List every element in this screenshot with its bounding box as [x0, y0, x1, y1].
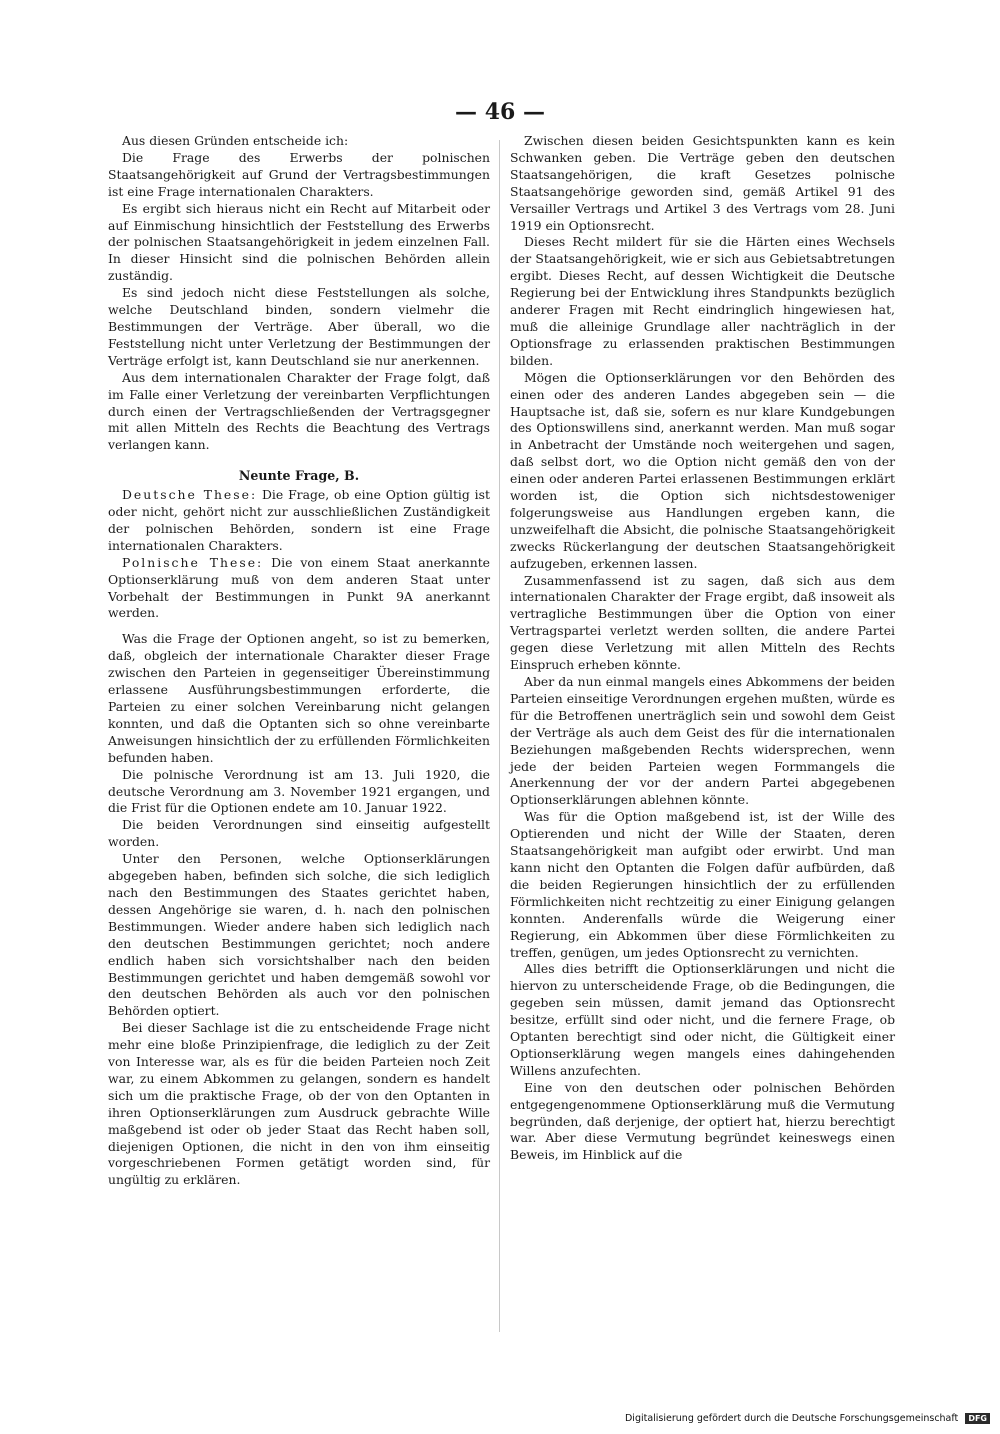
- paragraph: Was die Frage der Optionen angeht, so ist zu bemerken, daß, obgleich der internationale Charakter dieser Frage zwischen den Parteien in gegenseitiger Übereinstimmung erlassene Ausführungsbestimmungen erforderte, die Parteien zu einer solchen Vereinbarung nicht gelangen konnten, und daß die Optanten sich so ohne vereinbarte Anweisungen hinsichtlich der zu erfüllenden Förmlichkeiten befunden haben.: [108, 631, 490, 765]
- paragraph: Eine von den deutschen oder polnischen Behörden entgegengenommene Optionserklärung muß die Vermutung begründen, daß derjenige, der optiert hat, hierzu berechtigt war. Aber diese Vermutung begründet keineswegs einen Beweis, im Hinblick auf die: [510, 1079, 895, 1163]
- paragraph: Zwischen diesen beiden Gesichtspunkten kann es kein Schwanken geben. Die Verträge geben den deutschen Staatsangehörigen, die kraft Gesetzes polnische Staatsangehörige geworden sind, gemäß Artikel 91 des Versailler Vertrags und Artikel 3 des Vertrags vom 28. Juni 1919 ein Optionsrecht.: [510, 133, 895, 233]
- page-number: — 46 —: [455, 99, 545, 125]
- paragraph: Alles dies betrifft die Optionserklärungen und nicht die hiervon zu unterscheidende Frage, ob die Bedingungen, die gegeben sein müssen, damit jemand das Optionsrecht besitze, erfüllt sind oder nicht, und die fernere Frage, ob Optanten berechtigt sind oder nicht, die Gültigkeit einer Optionserklärung wegen mangels eines dahingehenden Willens anzufechten.: [510, 961, 895, 1078]
- paragraph: Aus dem internationalen Charakter der Frage folgt, daß im Falle einer Verletzung der vereinbarten Verpflichtungen durch einen der Vertragschließenden der Vertragsgegner mit allen Mitteln des Rechts die Beachtung des Vertrags verlangen kann.: [108, 369, 490, 453]
- paragraph: Was für die Option maßgebend ist, ist der Wille des Optierenden und nicht der Wille der Staaten, deren Staatsangehörigkeit man aufgibt oder erwirbt. Und man kann nicht den Optanten die Folgen dafür aufbürden, daß die beiden Regierungen hinsichtlich der zu erfüllenden Förmlichkeiten nicht rechtzeitig zu einer Einigung gelangen konnten. Anderenfalls würde die Weigerung einer Regierung, ein Abkommen über diese Förmlichkeiten zu treffen, genügen, um jedes Optionsrecht zu vernichten.: [510, 809, 895, 960]
- paragraph: Aus diesen Gründen entscheide ich:: [122, 133, 349, 148]
- paragraph: Unter den Personen, welche Optionserklärungen abgegeben haben, befinden sich solche, die sich lediglich nach den Bestimmungen des Staates gerichtet haben, dessen Angehörige sie waren, d. h. nach den polnischen Bestimmungen. Wieder andere haben sich lediglich nach den deutschen Bestimmungen gerichtet; noch andere endlich haben sich vorsichtshalber nach den beiden Bestimmungen gerichtet und haben demgemäß sowohl vor den deutschen Behörden als auch vor den polnischen Behörden optiert.: [108, 851, 490, 1019]
- paragraph: Die polnische Verordnung ist am 13. Juli 1920, die deutsche Verordnung am 3. November 1921 ergangen, und die Frist für die Optionen endete am 10. Januar 1922.: [108, 766, 490, 816]
- paragraph: Mögen die Optionserklärungen vor den Behörden des einen oder des anderen Landes abgegeben sein — die Hauptsache ist, daß sie, sofern es nur klare Kundgebungen des Optionswillens sind, anerkannt werden. Man muß sogar in Anbetracht der Umstände noch weitergehen und sagen, daß selbst dort, wo die Option nicht gemäß den von der einen oder anderen Partei erlassenen Bestimmungen erklärt worden ist, die Option sich nichtsdestoweniger folgerungsweise aus Handlungen ergeben kann, die unzweifelhaft die Absicht, die polnische Staatsangehörigkeit zwecks Rückerlangung der deutschen Staatsangehörigkeit aufzugeben, erkennen lassen.: [510, 369, 895, 571]
- thesis-text: Die Frage, ob eine Option gültig ist oder nicht, gehört nicht zur ausschließlichen Zuständigkeit der polnischen Behörden, sondern ist eine Frage internationalen Charakters.: [108, 487, 490, 553]
- left-column: [108, 133, 490, 1189]
- paragraph: Dieses Recht mildert für sie die Härten eines Wechsels der Staatsangehörigkeit, wie er sich aus Gebietsabtretungen ergibt. Dieses Recht, auf dessen Wichtigkeit die Deutsche Regierung bei der Entwicklung ihres Standpunkts bezüglich anderer Fragen mit Recht eindringlich hingewiesen hat, muß die alleinige Grundlage aller nachträglich in der Optionsfrage zu erlassenden praktischen Bestimmungen bilden.: [510, 234, 895, 368]
- paragraph: Es ergibt sich hieraus nicht ein Recht auf Mitarbeit oder auf Einmischung hinsichtlich der Feststellung des Erwerbs der polnischen Staatsangehörigkeit in jedem einzelnen Fall. In dieser Hinsicht sind die polnischen Behörden allein zuständig.: [108, 200, 490, 284]
- footer-text: Digitalisierung gefördert durch die Deutsche Forschungsgemeinschaft: [624, 1413, 959, 1424]
- paragraph: Die Frage des Erwerbs der polnischen Staatsangehörigkeit auf Grund der Vertragsbestimmungen ist eine Frage internationalen Charakters.: [108, 149, 490, 199]
- thesis-label: Deutsche These:: [122, 487, 258, 503]
- column-divider: [499, 140, 500, 1332]
- german-thesis: [108, 487, 490, 555]
- thesis-text: Die von einem Staat anerkannte Optionserklärung muß von dem anderen Staat unter Vorbehalt der Bestimmungen in Punkt 9A anerkannt werden.: [108, 554, 491, 621]
- paragraph: Es sind jedoch nicht diese Feststellungen als solche, welche Deutschland binden, sondern vielmehr die Bestimmungen der Verträge. Aber überall, wo die Feststellung nicht unter Verletzung der Bestimmungen der Verträge erfolgt ist, kann Deutschland sie nur anerkennen.: [108, 285, 490, 368]
- section-heading: Neunte Frage, B.: [238, 468, 360, 484]
- paragraph: Zusammenfassend ist zu sagen, daß sich aus dem internationalen Charakter der Frage ergibt, daß insoweit als vertragliche Bestimmungen über die Option von einer Vertragspartei verletzt werden sollten, die andere Partei gegen diese Verletzung mit allen Mitteln des Rechts Einspruch erheben könnte.: [510, 572, 895, 673]
- right-column: [510, 133, 895, 1164]
- paragraph: Aber da nun einmal mangels eines Abkommens der beiden Parteien einseitige Verordnungen ergehen mußten, würde es für die Betroffenen unerträglich sein und sowohl dem Geist der Verträge als auch dem Geist des für die internationalen Beziehungen maßgebenden Rechts widersprechen, wenn jede der beiden Parteien wegen Formmangels die Anerkennung der vor der andern Partei abgegebenen Optionserklärungen ablehnen könnte.: [510, 674, 895, 808]
- thesis-label: Polnische These:: [122, 554, 264, 570]
- dfg-logo: DFG: [965, 1413, 990, 1424]
- polish-thesis: [108, 555, 490, 623]
- paragraph: Die beiden Verordnungen sind einseitig aufgestellt worden.: [108, 817, 490, 850]
- digitization-footer: [610, 1413, 990, 1424]
- paragraph: Bei dieser Sachlage ist die zu entscheidende Frage nicht mehr eine bloße Prinzipienfrage, die lediglich zu der Zeit von Interesse war, als es für die beiden Parteien noch Zeit war, zu einem Abkommen zu gelangen, sondern es handelt sich um die praktische Frage, ob der von den Optanten in ihren Optionserklärungen zum Ausdruck gebrachte Wille maßgebend ist oder ob jeder Staat das Recht haben soll, diejenigen Optionen, die nicht in den von ihm einseitig vorgeschriebenen Formen getätigt worden sind, für ungültig zu erklären.: [108, 1020, 490, 1188]
